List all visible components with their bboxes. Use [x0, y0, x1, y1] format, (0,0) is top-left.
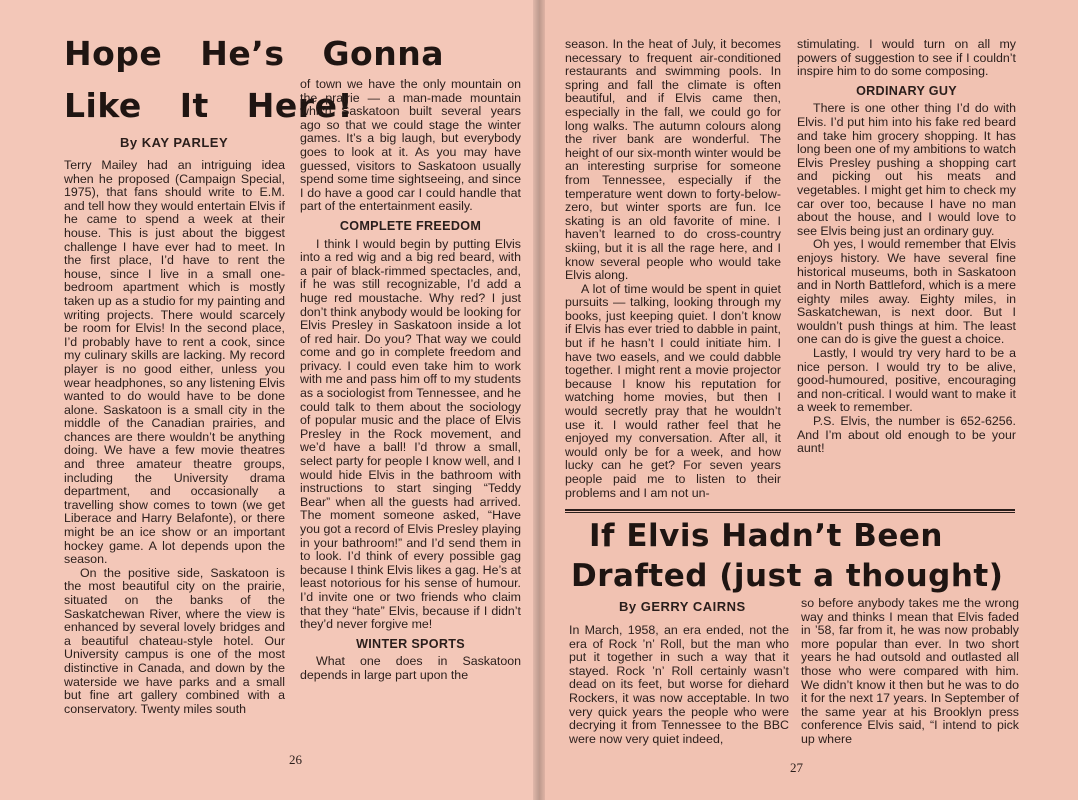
left-column-2 — [300, 78, 521, 683]
subheading-winter-sports: WINTER SPORTS — [356, 636, 465, 651]
subheading-ordinary-guy: ORDINARY GUY — [856, 83, 957, 98]
left-column-1 — [64, 159, 285, 716]
paragraph: I think I would begin by putting Elvis into a red wig and a big red beard, with a pair of black-rimmed spectacles, and, if he was still recognizable, I’d add a huge red moustache. Why red? I just don’t think anybody would be looking for Elvis Presley in Saskatoon inside a lot of red hair. Do you? That way we could come and go in complete freedom and privacy. I could even take him to work with me and pass him off to my students as a sociologist from Tennessee, and he could talk to them about the sociology of popular music and the place of Elvis Presley in the Rock movement, and we’d have a ball! I’d throw a small, select party for people I know well, and I would hide Elvis in the bathroom with instructions to start singing “Teddy Bear” when all the guests had arrived. The moment someone asked, “Have you got a record of Elvis Presley playing in your bathroom!” and I’d send them in to look. I’d think of every possible gag because I think Elvis likes a gag. He’s at least notorious for his sense of humour. I’d invite one or two friends who claim that they “hate” Elvis, because if I didn’t they’d never forgive me! — [300, 236, 521, 632]
paragraph: Terry Mailey had an intriguing idea when he proposed (Campaign Special, 1975), that fans should write to E.M. and tell how they would entertain Elvis if he came to spend a week at their house. This is just about the biggest challenge I have ever had to meet. In the first place, I’d have to rent the house, since I live in a small one-bedroom apartment which is mostly taken up as a studio for my painting and writing projects. There would scarcely be room for Elvis! In the second place, I’d probably have to rent a cook, since my culinary skills are lacking. My record player is no good either, unless you wear headphones, so any listening Elvis wanted to do would have to be done alone. Saskatoon is a small city in the middle of the Canadian prairies, and chances are there wouldn’t be anything doing. We have a few movie theatres and three amateur theatre groups, including the University drama department, and occasionally a travelling show comes to town (we get Liberace and Harry Belafonte), or there might be an ice show or an important hockey game. A lot depends upon the season. — [64, 158, 285, 567]
page-number: 26 — [289, 752, 302, 767]
second-article-headline-line2: Drafted (just a thought) — [571, 558, 1004, 594]
second-article-byline: By GERRY CAIRNS — [619, 599, 746, 614]
article-byline: By KAY PARLEY — [120, 135, 229, 150]
paragraph-ps: P.S. Elvis, the number is 652-6256. And I’m about old enough to be your aunt! — [797, 414, 1016, 456]
subheading-complete-freedom: COMPLETE FREEDOM — [339, 218, 482, 233]
paragraph: Oh yes, I would remember that Elvis enjoys history. We have several fine historical museums, both in Saskatoon and in North Battleford, which is a mere eighty miles away. Eighty miles, in Saskatchewan, is next door. But I wouldn’t push things at him. The least one can do is give the guest a choice. — [797, 237, 1016, 347]
page-number: 27 — [790, 760, 803, 775]
paragraph: On the positive side, Saskatoon is the most beautiful city on the prairie, situated on the banks of the Saskatchewan River, where the view is enhanced by several lovely bridges and a beautiful chateau-style hotel. Our University campus is one of the most distinctive in Canada, and down by the waterside we have parks and a small but fine art gallery combined with a conservatory. Twenty miles south — [64, 565, 285, 716]
paragraph: A lot of time would be spent in quiet pursuits — talking, looking through my books, just keeping quiet. I don’t know if Elvis has ever tried to dabble in paint, but if he hasn’t I could initiate him. I have two easels, and we could dabble together. I might rent a movie projector because I know his reputation for watching home movies, but then I would secretly pray that he wouldn’t use it. I would rather feel that he enjoyed my conversation. After all, it would only be for a week, and how lucky can he get? For seven years people paid me to listen to their problems and I am not un- — [565, 281, 781, 500]
paragraph: of town we have the only mountain on the prairie — a man-made mountain which Saskatoon built several years ago so that we could stage the winter games. It’s a big laugh, but everybody goes to look at it. As you may have guessed, visitors to Saskatoon usually spend some time sightseeing, and since I do have a good car I could handle that part of the entertainment easily. — [300, 77, 521, 214]
binding-gutter — [533, 0, 545, 800]
paragraph: There is one other thing I’d do with Elvis. I’d put him into his fake red beard and take him grocery shopping. It has long been one of my ambitions to watch Elvis Presley pushing a shopping cart and picking out his meats and vegetables. I might get him to check my car over too, because I have no man about the house, and I would love to see Elvis being just an ordinary guy. — [797, 101, 1016, 238]
right-bottom-column-1 — [569, 624, 789, 746]
paragraph: stimulating. I would turn on all my powers of suggestion to see if I couldn’t inspire him to do some composing. — [797, 37, 1016, 79]
paragraph: so before anybody takes me the wrong way and thinks I mean that Elvis faded in ’58, far from it, he was now probably more popular than ever. In two short years he had outsold and outlasted all those who were compared with him. We didn’t know it then but he was to do it for the next 17 years. In September of the same year at his Brooklyn press conference Elvis said, “I intend to pick up where — [801, 596, 1019, 746]
right-column-2 — [797, 38, 1016, 456]
second-article-headline-line1: If Elvis Hadn’t Been — [589, 518, 943, 554]
right-page — [539, 0, 1078, 800]
section-divider — [565, 509, 1015, 513]
right-column-1 — [565, 38, 781, 500]
paragraph: In March, 1958, an era ended, not the era of Rock ’n’ Roll, but the man who put it together in such a way that it stayed. Rock ’n’ Roll certainly wasn’t dead on its feet, but worse for diehard Rockers, it was now acceptable. In two very quick years the people who were decrying it from Tennessee to the BBC were now very quiet indeed, — [569, 623, 789, 746]
paragraph: Lastly, I would try very hard to be a nice person. I would try to be alive, good-humoured, positive, encouraging and non-critical. I would want to make it a week to remember. — [797, 346, 1016, 415]
article-headline: Hope He’s Gonna Like It Here! — [64, 34, 444, 125]
right-bottom-column-2 — [801, 597, 1019, 747]
paragraph: What one does in Saskatoon depends in large part upon the — [300, 654, 521, 682]
paragraph: season. In the heat of July, it becomes necessary to frequent air-conditioned restaurants and swimming pools. In spring and fall the climate is often beautiful, and if Elvis came then, especially in the fall, we could go for long walks. The autumn colours along the river bank are wonderful. The height of our six-month winter would be an interesting surprise for someone from Tennessee, especially if the temperature went down to forty-below-zero, but winter sports are fun. Ice skating is an old favorite of mine. I haven’t learned to do cross-country skiing, but it is all the rage here, and I know several people who would take Elvis along. — [565, 37, 781, 283]
